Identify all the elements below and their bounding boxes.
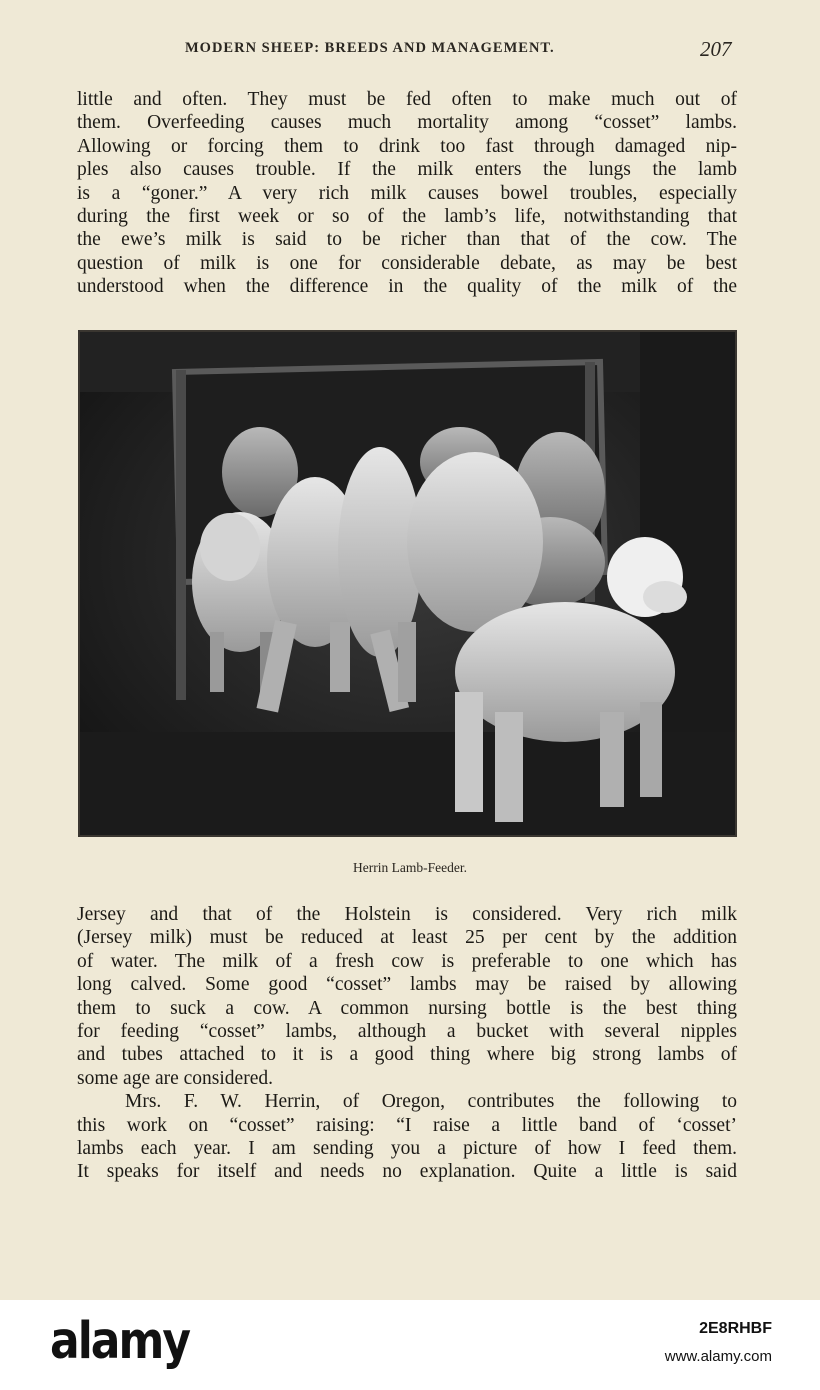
page-number: 207 xyxy=(700,37,732,61)
text-line: understood when the difference in the quality of the milk of the xyxy=(77,276,737,298)
text-line: this work on “cosset” raising: “I raise a little band of ‘cosset’ xyxy=(77,1114,737,1136)
text-line: of water. The milk of a fresh cow is preferable to one which has xyxy=(77,950,737,972)
text-line: Jersey and that of the Holstein is considered. Very rich milk xyxy=(77,904,737,925)
alamy-logo: alamy xyxy=(50,1312,189,1371)
text-line: little and often. They must be fed often to make much out of xyxy=(77,89,737,110)
lamb-feeder-photo xyxy=(78,330,737,837)
text-line: (Jersey milk) must be reduced at least 25 per cent by the addition xyxy=(77,927,737,949)
text-line: during the first week or so of the lamb’s life, notwithstanding that xyxy=(77,206,737,228)
bottom-paragraph xyxy=(77,903,737,1184)
text-line: question of milk is one for considerable debate, as may be best xyxy=(77,252,737,274)
text-line: It speaks for itself and needs no explanation. Quite a little is said xyxy=(77,1161,737,1183)
watermark-bar xyxy=(0,1300,820,1390)
text-line: Mrs. F. W. Herrin, of Oregon, contributes the following to xyxy=(125,1091,737,1113)
text-line: and tubes attached to it is a good thing where big strong lambs of xyxy=(77,1044,737,1066)
text-line: Allowing or forcing them to drink too fast through damaged nip- xyxy=(77,135,737,157)
figure-caption: Herrin Lamb-Feeder. xyxy=(353,860,467,875)
text-line: lambs each year. I am sending you a picture of how I feed them. xyxy=(77,1138,737,1160)
text-line: is a “goner.” A very rich milk causes bowel troubles, especially xyxy=(77,182,737,204)
text-line: them to suck a cow. A common nursing bottle is the best thing xyxy=(77,997,737,1019)
watermark-url: www.alamy.com xyxy=(664,1348,772,1365)
image-id: 2E8RHBF xyxy=(699,1320,772,1337)
text-line: the ewe’s milk is said to be richer than that of the cow. The xyxy=(77,229,737,251)
text-line: some age are considered. xyxy=(77,1067,273,1089)
text-line: long calved. Some good “cosset” lambs may be raised by allowing xyxy=(77,974,737,996)
text-line: for feeding “cosset” lambs, although a bucket with several nipples xyxy=(77,1021,737,1043)
text-line: ples also causes trouble. If the milk enters the lungs the lamb xyxy=(77,159,737,181)
lamb-feeder-illustration xyxy=(80,332,735,835)
running-head: MODERN SHEEP: BREEDS AND MANAGEMENT. xyxy=(185,40,555,56)
top-paragraph xyxy=(77,88,737,299)
text-line: them. Overfeeding causes much mortality among “cosset” lambs. xyxy=(77,112,737,134)
